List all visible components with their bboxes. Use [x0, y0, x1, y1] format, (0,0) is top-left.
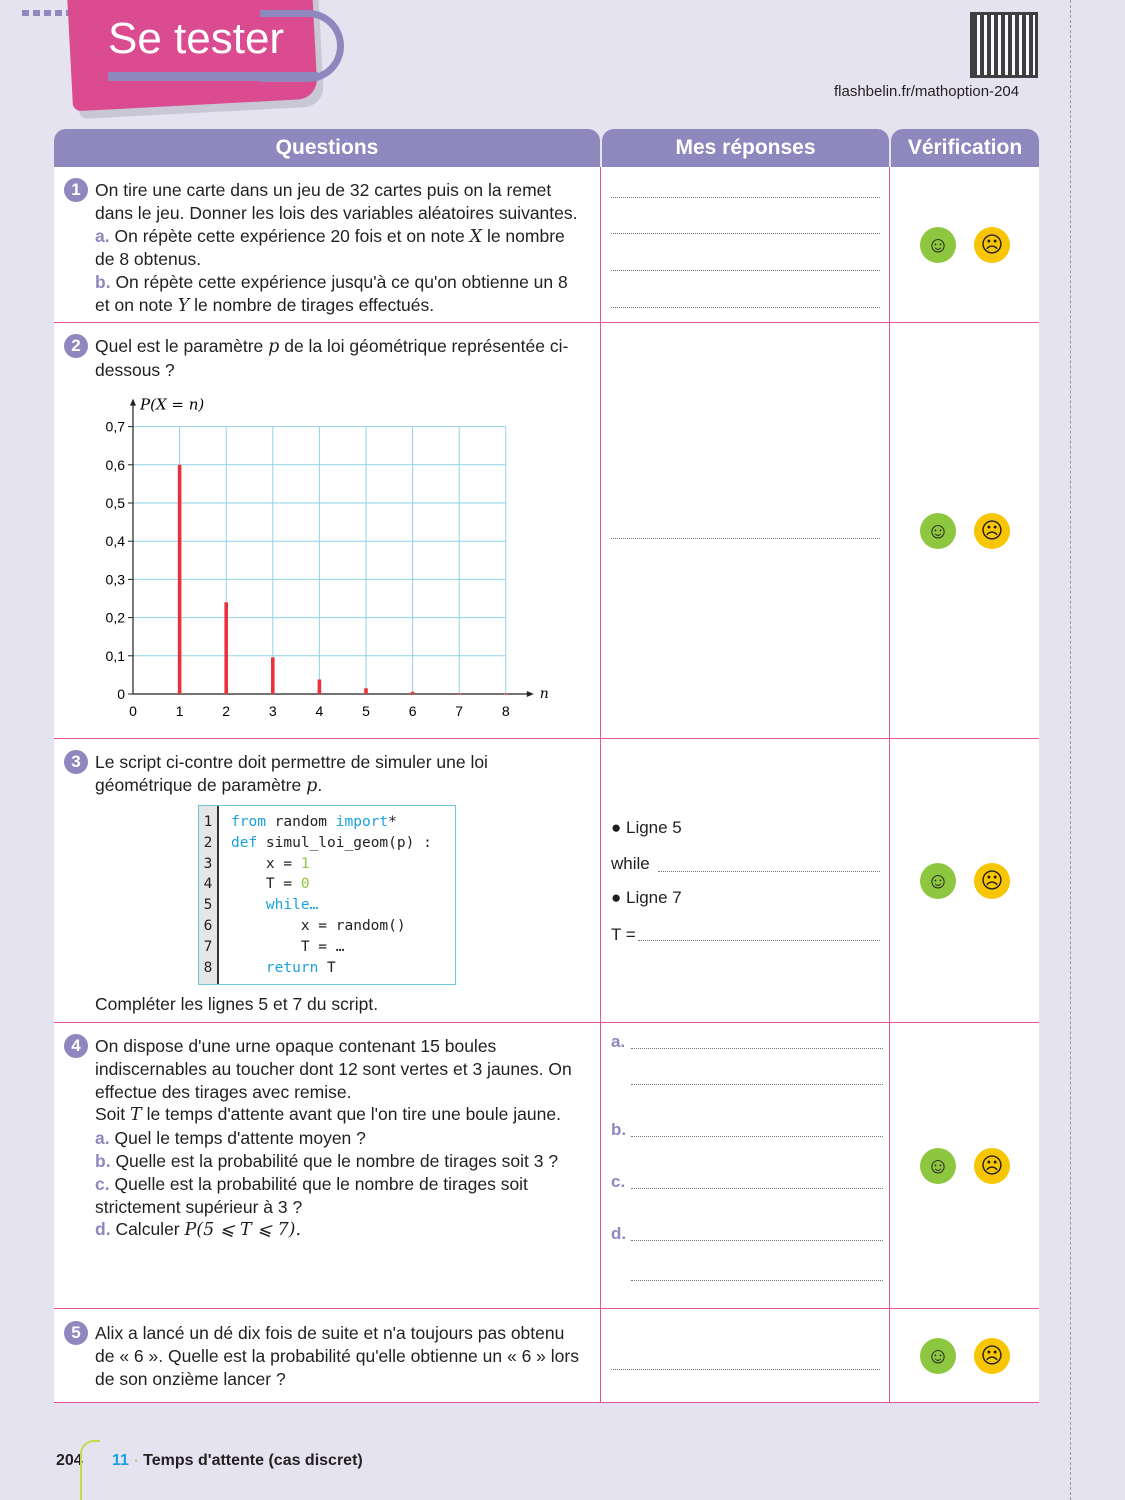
- q1-a-text: On répète cette expérience 20 fois et on note: [114, 225, 465, 246]
- q1-b-text2: le nombre de tirages effectués.: [194, 294, 435, 315]
- question-number: 3: [64, 750, 88, 774]
- question-number: 2: [64, 334, 88, 358]
- x-tick-label: 0: [129, 703, 137, 719]
- x-tick-label: 4: [315, 703, 324, 719]
- divider: [600, 167, 601, 1402]
- q3-text: Le script ci-contre doit permettre de simuler une loi géométrique de paramètre: [95, 752, 488, 795]
- happy-face-icon[interactable]: ☺: [920, 863, 956, 899]
- q4-b-label: b.: [95, 1150, 111, 1171]
- happy-face-icon[interactable]: ☺: [920, 1148, 956, 1184]
- x-tick-label: 8: [501, 703, 510, 719]
- x-tick-label: 6: [408, 703, 417, 719]
- divider: [54, 1402, 1039, 1403]
- q4-c: Quelle est la probabilité que le nombre de tirages soit strictement supérieur à 3 ?: [95, 1173, 528, 1217]
- var-x: X: [469, 226, 483, 247]
- qr-code-icon[interactable]: [970, 12, 1038, 78]
- answer-a-label: a.: [611, 1032, 626, 1051]
- header-verification: Vérification: [891, 129, 1039, 167]
- q4-text2: Soit: [95, 1104, 126, 1125]
- sad-face-icon[interactable]: ☹: [974, 1148, 1010, 1184]
- question-2-text: [95, 335, 585, 382]
- bar: [318, 679, 322, 694]
- bar: [271, 657, 275, 694]
- question-1-text: [95, 179, 585, 318]
- q3-instruction: Compléter les lignes 5 et 7 du script.: [95, 994, 379, 1014]
- q1-b-label: b.: [95, 272, 111, 293]
- answer-c-label: c.: [611, 1172, 626, 1191]
- answer-line[interactable]: [611, 538, 880, 539]
- q1-a-label: a.: [95, 225, 110, 246]
- bar: [178, 465, 182, 694]
- bar: [364, 688, 368, 694]
- sad-face-icon[interactable]: ☹: [974, 227, 1010, 263]
- answer-line[interactable]: [631, 1240, 883, 1241]
- y-tick-label: 0: [117, 686, 125, 702]
- y-tick-label: 0,4: [105, 533, 125, 550]
- answer-line[interactable]: [611, 270, 880, 271]
- y-axis-label: P(X = n): [140, 395, 205, 414]
- question-5-text: Alix a lancé un dé dix fois de suite et n'a toujours pas obtenu de « 6 ». Quelle est la probabilité qu'elle obtienne un « 6 » lors de son onzième lancer ?: [95, 1323, 579, 1389]
- divider: [54, 738, 1039, 739]
- python-script: [198, 805, 456, 985]
- y-tick-label: 0,3: [105, 571, 125, 588]
- answer-line[interactable]: [611, 233, 880, 234]
- page-title: Se tester: [108, 14, 285, 63]
- happy-face-icon[interactable]: ☺: [920, 1338, 956, 1374]
- question-number: 1: [64, 178, 88, 202]
- x-tick-label: 7: [455, 703, 464, 719]
- x-tick-label: 1: [175, 703, 184, 719]
- line-numbers: 1 2 3 4 5 6 7 8: [199, 806, 219, 984]
- q2-text2: de la loi géométrique représentée ci-dessous ?: [95, 336, 569, 380]
- header-questions: Questions: [54, 129, 600, 167]
- question-3-text: [95, 751, 585, 798]
- decorative-dots: [22, 10, 72, 16]
- x-axis-arrow-icon: [527, 691, 534, 697]
- y-tick-label: 0,6: [105, 456, 125, 473]
- page-number: 204: [56, 1452, 83, 1469]
- header-answers: Mes réponses: [602, 129, 889, 167]
- q1-intro: On tire une carte dans un jeu de 32 cartes puis on la remet dans le jeu. Donner les lois des variables aléatoires suivantes.: [95, 180, 578, 223]
- answer-line[interactable]: [631, 1280, 883, 1281]
- title-underline: [108, 72, 318, 81]
- q1-b-text: On répète cette expérience jusqu'à ce qu'on obtienne un 8 et on note: [95, 272, 568, 315]
- y-tick-label: 0,1: [105, 647, 125, 664]
- sad-face-icon[interactable]: ☹: [974, 863, 1010, 899]
- y-tick-label: 0,5: [105, 495, 125, 511]
- answer-line[interactable]: [631, 1136, 883, 1137]
- divider: [54, 1022, 1039, 1023]
- line5-label: ● Ligne 5: [611, 818, 682, 837]
- chapter-label: [112, 1452, 363, 1470]
- question-number: 5: [64, 1321, 88, 1345]
- while-label: while: [611, 854, 650, 873]
- answer-line[interactable]: [611, 1369, 880, 1370]
- q4-b: Quelle est la probabilité que le nombre de tirages soit 3 ?: [115, 1150, 559, 1171]
- x-tick-label: 5: [362, 703, 370, 719]
- answer-b-label: b.: [611, 1120, 627, 1139]
- var-t: T: [130, 1105, 142, 1126]
- q4-text: On dispose d'une urne opaque contenant 15 boules indiscernables au toucher dont 12 sont vertes et 3 jaunes. On effectue des tirages avec remise.: [95, 1036, 572, 1102]
- answer-line[interactable]: [611, 197, 880, 198]
- y-tick-label: 0,7: [105, 418, 125, 435]
- happy-face-icon[interactable]: ☺: [920, 513, 956, 549]
- sad-face-icon[interactable]: ☹: [974, 1338, 1010, 1374]
- chapter-number: 11: [112, 1452, 129, 1469]
- divider: [889, 167, 890, 1402]
- x-tick-label: 2: [222, 703, 231, 719]
- geometric-distribution-chart: [90, 390, 570, 730]
- answer-line[interactable]: [638, 940, 880, 941]
- answer-line[interactable]: [631, 1084, 883, 1085]
- divider: [54, 1308, 1039, 1309]
- bar: [504, 694, 508, 695]
- question-number: 4: [64, 1034, 88, 1058]
- var-p: p: [306, 775, 318, 796]
- var-p: p: [268, 337, 280, 357]
- question-4-text: [95, 1035, 585, 1242]
- flashbelin-link[interactable]: flashbelin.fr/mathoption-204: [834, 83, 1020, 100]
- footer-decoration: [80, 1440, 100, 1500]
- q4-d: Calculer: [115, 1219, 180, 1240]
- x-tick-label: 3: [268, 703, 277, 719]
- q4-d-expr: P(5 ⩽ T ⩽ 7).: [184, 1220, 302, 1241]
- divider: [54, 322, 1039, 323]
- answer-line[interactable]: [631, 1048, 883, 1049]
- q4-c-label: c.: [95, 1173, 110, 1194]
- answer-line[interactable]: [611, 307, 880, 308]
- answer-line[interactable]: [631, 1188, 883, 1189]
- q4-d-label: d.: [95, 1219, 111, 1240]
- bar: [224, 602, 228, 694]
- x-axis-label: n: [539, 686, 549, 702]
- chapter-title: Temps d'attente (cas discret): [143, 1452, 363, 1469]
- q1-a-text2: le nombre de 8 obtenus.: [95, 225, 565, 270]
- separator: ·: [133, 1452, 139, 1469]
- var-y: Y: [177, 295, 190, 316]
- answer-d-label: d.: [611, 1224, 627, 1243]
- answer-line[interactable]: [658, 871, 880, 872]
- t-label: T =: [611, 925, 636, 944]
- y-tick-label: 0,2: [105, 609, 125, 626]
- cut-line: [1070, 0, 1071, 1500]
- sad-face-icon[interactable]: ☹: [974, 513, 1010, 549]
- q3-text2: .: [317, 774, 323, 795]
- q2-text: Quel est le paramètre: [95, 336, 264, 356]
- y-axis-arrow-icon: [130, 399, 136, 406]
- happy-face-icon[interactable]: ☺: [920, 227, 956, 263]
- line7-label: ● Ligne 7: [611, 888, 682, 907]
- q4-a-label: a.: [95, 1128, 110, 1149]
- q4-text3: le temps d'attente avant que l'on tire une boule jaune.: [146, 1104, 561, 1125]
- bar: [411, 692, 415, 694]
- code-lines: from random import* def simul_loi_geom(p) : x = 1 T = 0 while… x = random() T = … return T: [231, 814, 432, 976]
- q4-a: Quel le temps d'attente moyen ?: [114, 1128, 366, 1149]
- bar: [457, 693, 461, 694]
